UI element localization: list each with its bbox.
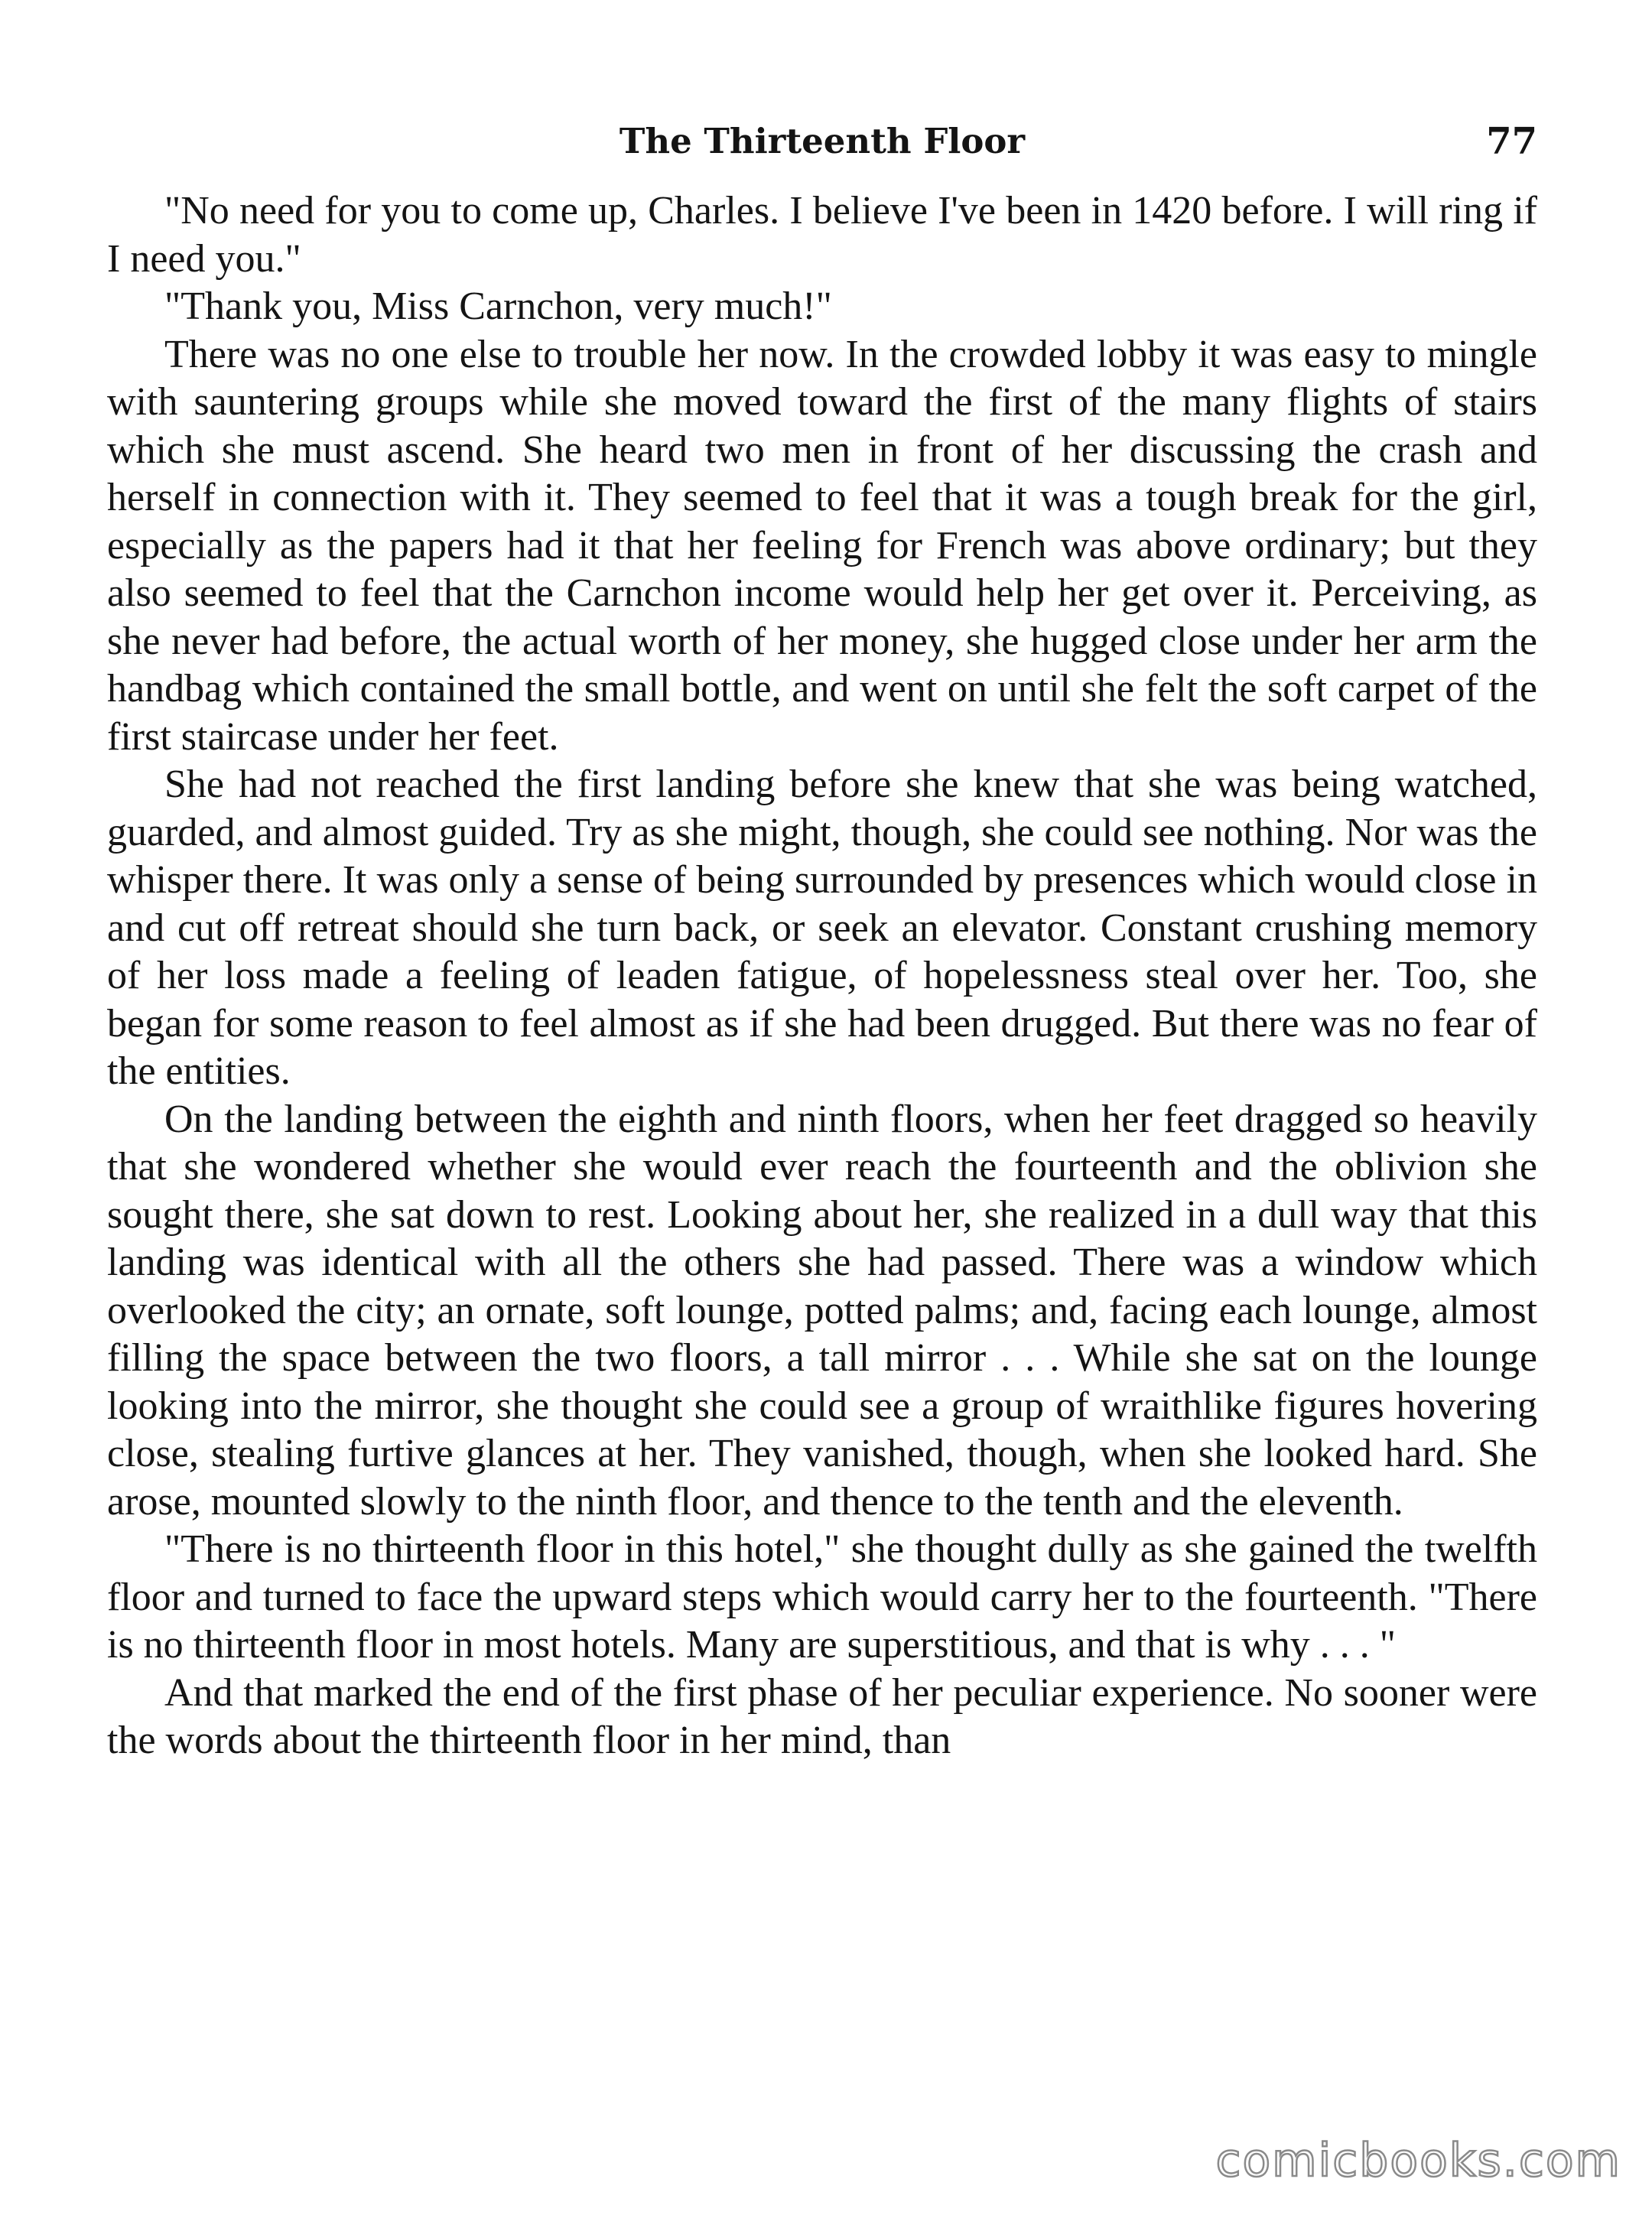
chapter-title: The Thirteenth Floor	[619, 121, 1026, 161]
body-text	[107, 187, 1537, 1765]
paragraph-2: "Thank you, Miss Carnchon, very much!"	[164, 285, 832, 328]
paragraph-5: On the landing between the eighth and ninth floors, when her feet dragged so heavily that she wondered whether she would ever reach the fourteenth and the oblivion she sought there, she sat down to rest. Looking about her, she realized in a dull way that this landing was identical with all the others she had passed. There was a window which overlooked the city; an ornate, soft lounge, potted palms; and, facing each lounge, almost filling the space between the two floors, a tall mirror . . . While she sat on the lounge looking into the mirror, she thought she could see a group of wraithlike figures hovering close, stealing furtive glances at her. They vanished, though, when she looked hard. She arose, mounted slowly to the ninth floor, and thence to the tenth and the eleventh.	[107, 1097, 1537, 1524]
watermark: comicbooks.com	[1215, 2134, 1621, 2187]
paragraph-1: "No need for you to come up, Charles. I believe I've been in 1420 before. I will ring if I need you."	[107, 189, 1537, 281]
paragraph-7: And that marked the end of the first phase of her peculiar experience. No sooner were the words about the thirteenth floor in her mind, than	[107, 1670, 1537, 1762]
paragraph-6: "There is no thirteenth floor in this hotel," she thought dully as she gained the twelfth floor and turned to face the upward steps which would carry her to the fourteenth. "There is no thirteenth floor in most hotels. Many are superstitious, and that is why . . . "	[107, 1527, 1537, 1667]
paragraph-4: She had not reached the first landing before she knew that she was being watched, guarded, and almost guided. Try as she might, though, she could see nothing. Nor was the whisper there. It was only a sense of being surrounded by presences which would close in and cut off retreat should she turn back, or seek an elevator. Constant crushing memory of her loss made a feeling of leaden fatigue, of hopelessness steal over her. Too, she began for some reason to feel almost as if she had been drugged. But there was no fear of the entities.	[107, 763, 1537, 1093]
running-header	[107, 115, 1537, 168]
paragraph-3: There was no one else to trouble her now. In the crowded lobby it was easy to mingle with sauntering groups while she moved toward the first of the many flights of stairs which she must ascend. She heard two men in front of her discussing the crash and herself in connection with it. They seemed to feel that it was a tough break for the girl, especially as the papers had it that her feeling for French was above ordinary; but they also seemed to feel that the Carnchon income would help her get over it. Perceiving, as she never had before, the actual worth of her money, she hugged close under her arm the handbag which contained the small bottle, and went on until she felt the soft carpet of the first staircase under her feet.	[107, 332, 1537, 759]
page-number: 77	[1486, 120, 1537, 163]
